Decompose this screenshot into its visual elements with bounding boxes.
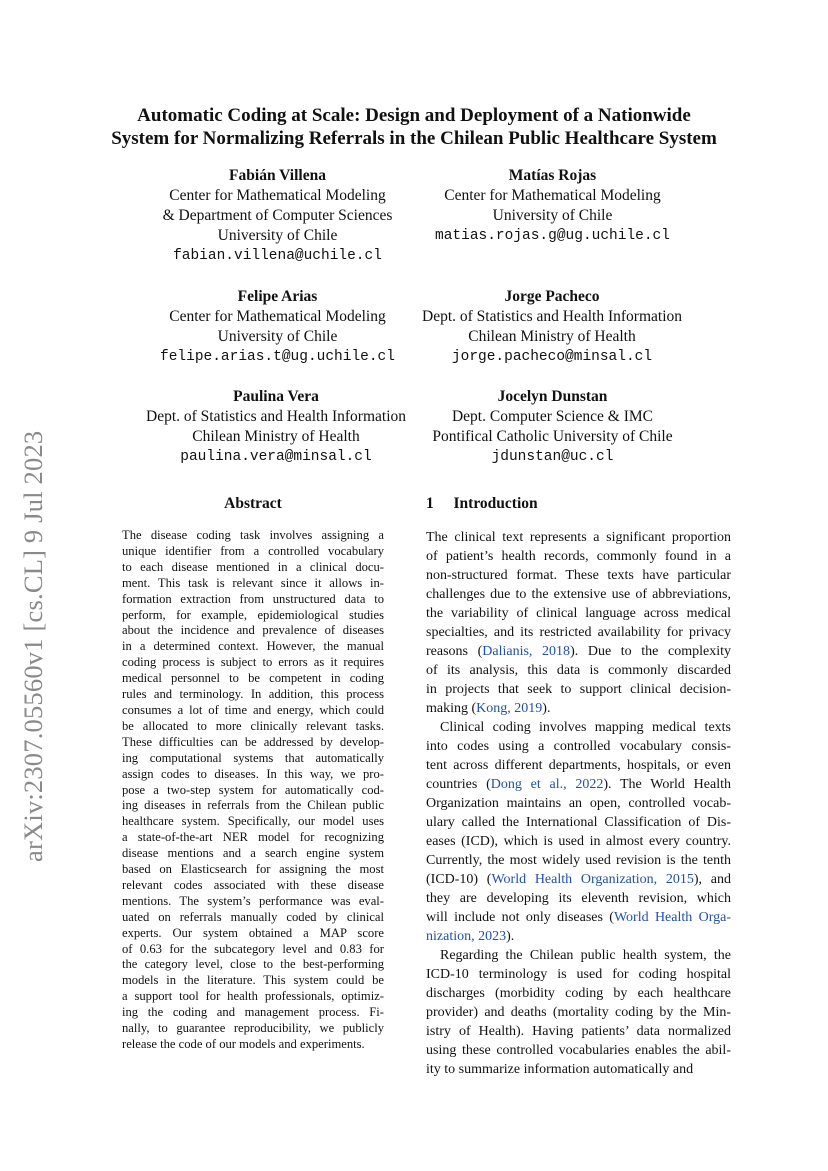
- abstract-line: a state-of-the-art NER model for recognizing: [122, 830, 384, 845]
- author-block: [408, 287, 696, 367]
- intro-line: [426, 775, 731, 794]
- author-affiliation: Chilean Ministry of Health: [192, 428, 360, 445]
- intro-line: [426, 699, 731, 718]
- citation-link[interactable]: Dalianis, 2018: [482, 644, 571, 659]
- intro-line: into codes using a controlled vocabulary consis-: [426, 739, 731, 754]
- author-block: [410, 166, 695, 246]
- author-affiliation: University of Chile: [217, 227, 338, 244]
- abstract-line: mentions. The system’s performance was eval-: [122, 893, 384, 908]
- abstract-line: disease mentions and a search engine system: [122, 846, 384, 861]
- intro-line: the variability of clinical language across medical: [426, 606, 731, 621]
- intro-line: of its analysis, this data is commonly discarded: [426, 663, 731, 678]
- abstract-line: ing diseases in referrals from the Chilean public: [122, 798, 384, 813]
- intro-line: [426, 908, 731, 927]
- author-affiliation: Dept. of Statistics and Health Information: [422, 308, 682, 325]
- author-block: [130, 287, 425, 367]
- abstract-line: unique identifier from a controlled vocabulary: [122, 543, 384, 558]
- author-name: Matías Rojas: [508, 167, 597, 184]
- intro-line: Clinical coding involves mapping medical texts: [440, 720, 731, 735]
- intro-line: Currently, the most widely used revision is the tenth: [426, 853, 731, 868]
- introduction-body: [426, 528, 731, 1079]
- intro-line: eases (ICD), which is used in almost every country.: [426, 834, 731, 849]
- text-segment: making (: [426, 701, 477, 716]
- abstract-line: about the incidence and prevalence of diseases: [122, 623, 384, 638]
- author-affiliation: Center for Mathematical Modeling: [169, 308, 386, 325]
- author-name: Jocelyn Dunstan: [497, 388, 608, 405]
- abstract-line: experts. Our system obtained a MAP score: [122, 925, 384, 940]
- intro-line: [426, 927, 731, 946]
- intro-line: provider) and deaths (mortality coding by the Min-: [426, 1005, 731, 1020]
- author-affiliation: Dept. Computer Science & IMC: [451, 408, 654, 425]
- author-affiliation: Dept. of Statistics and Health Information: [146, 408, 406, 425]
- abstract-line: formation extraction from unstructured data to: [122, 591, 384, 606]
- author-email[interactable]: felipe.arias.t@ug.uchile.cl: [160, 349, 395, 365]
- abstract-line: to each disease mentioned in a clinical docu-: [122, 559, 384, 574]
- text-segment: ). The World Health: [603, 777, 731, 792]
- abstract-body: [122, 528, 384, 1053]
- section-title: Introduction: [453, 495, 538, 512]
- intro-line: of patient’s health records, commonly found in a: [426, 549, 731, 564]
- section-number: 1: [426, 495, 434, 512]
- intro-line: in projects that seek to support clinical decision-: [426, 682, 731, 697]
- title-line-2: System for Normalizing Referrals in the Chilean Public Healthcare System: [111, 128, 717, 149]
- author-email[interactable]: fabian.villena@uchile.cl: [173, 248, 382, 264]
- author-block: [130, 387, 422, 467]
- text-segment: countries (: [426, 777, 491, 792]
- abstract-line: release the code of our models and experiments.: [122, 1037, 365, 1051]
- abstract-heading: Abstract: [224, 495, 282, 512]
- author-affiliation: Pontifical Catholic University of Chile: [432, 428, 673, 445]
- text-segment: ), and: [693, 872, 731, 887]
- intro-line: ity to summarize information automatically and: [426, 1062, 694, 1077]
- author-name: Felipe Arias: [237, 288, 318, 305]
- intro-line: [426, 642, 731, 661]
- abstract-line: healthcare system. Specifically, our model uses: [122, 814, 384, 829]
- abstract-line: ment. This task is relevant since it allows in-: [122, 575, 384, 590]
- abstract-line: rules and terminology. In addition, this process: [122, 687, 384, 702]
- title-line-1: Automatic Coding at Scale: Design and Deployment of a Nationwide: [137, 105, 691, 126]
- author-email[interactable]: paulina.vera@minsal.cl: [180, 449, 372, 465]
- author-email[interactable]: jorge.pacheco@minsal.cl: [451, 349, 653, 365]
- author-block: [410, 387, 695, 467]
- text-segment: (ICD-10) (: [426, 872, 492, 887]
- abstract-line: a support tool for health professionals, optimiz-: [122, 989, 384, 1004]
- abstract-line: coding process is subject to errors as it requires: [122, 655, 384, 670]
- abstract-line: pose a two-step system for automatically cod-: [122, 782, 384, 797]
- intro-line: challenges due to the extensive use of abbreviations,: [426, 587, 731, 602]
- text-segment: will include not only diseases (: [426, 910, 614, 925]
- abstract-line: relevant codes associated with these disease: [122, 877, 384, 892]
- text-segment: ). Due to the complexity: [570, 644, 732, 659]
- citation-link[interactable]: nization, 2023: [426, 929, 507, 944]
- abstract-line: medical personnel to be competent in coding: [122, 671, 384, 686]
- author-email[interactable]: jdunstan@uc.cl: [491, 449, 614, 465]
- intro-line: [426, 870, 731, 889]
- intro-line: Regarding the Chilean public health system, the: [440, 948, 731, 963]
- author-affiliation: University of Chile: [217, 328, 338, 345]
- citation-link[interactable]: World Health Organization, 2015: [491, 872, 694, 887]
- text-segment: reasons (: [426, 644, 483, 659]
- intro-line: non-structured format. These texts have particular: [426, 568, 731, 583]
- intro-line: they are developing its eleventh revision, which: [426, 891, 731, 906]
- author-name: Jorge Pacheco: [504, 288, 600, 305]
- citation-link[interactable]: Kong, 2019: [476, 701, 543, 716]
- abstract-line: ing computational systems that automatically: [122, 750, 384, 765]
- abstract-line: of 0.63 for the subcategory level and 0.83 for: [122, 941, 384, 956]
- abstract-line: The disease coding task involves assigning a: [122, 528, 384, 542]
- abstract-line: the category level, close to the best-performing: [122, 957, 384, 972]
- author-name: Paulina Vera: [233, 388, 319, 405]
- abstract-line: uated on referrals manually coded by clinical: [122, 909, 384, 924]
- author-affiliation: Chilean Ministry of Health: [468, 328, 636, 345]
- text-segment: ).: [542, 701, 551, 716]
- intro-line: istry of Health). Having patients’ data normalized: [426, 1024, 731, 1039]
- author-affiliation: Center for Mathematical Modeling: [169, 187, 386, 204]
- abstract-line: models in the literature. This system could be: [122, 973, 384, 988]
- abstract-line: consumes a lot of time and energy, which could: [122, 702, 384, 717]
- intro-line: ulary called the International Classification of Dis-: [426, 815, 731, 830]
- paper-title: [70, 104, 758, 150]
- intro-line: The clinical text represents a significant proportion: [426, 530, 731, 545]
- author-affiliation: & Department of Computer Sciences: [162, 207, 393, 224]
- intro-line: specialties, and its restricted availability for privacy: [426, 625, 731, 640]
- citation-link[interactable]: Dong et al., 2022: [490, 777, 604, 792]
- author-block: [150, 166, 405, 266]
- intro-line: discharges (morbidity coding by each healthcare: [426, 986, 731, 1001]
- abstract-line: ing the coding and management process. Fi-: [122, 1005, 384, 1020]
- abstract-line: nally, to guarantee reproducibility, we publicly: [122, 1021, 384, 1036]
- intro-line: ICD-10 terminology is used for coding hospital: [426, 967, 731, 982]
- author-name: Fabián Villena: [229, 167, 326, 184]
- author-email[interactable]: matias.rojas.g@ug.uchile.cl: [435, 228, 670, 244]
- abstract-line: in a determined context. However, the manual: [122, 639, 384, 654]
- arxiv-side-stamp: arXiv:2307.05560v1 [cs.CL] 9 Jul 2023: [18, 430, 48, 862]
- abstract-line: These difficulties can be addressed by develop-: [122, 734, 384, 749]
- abstract-line: based on Elasticsearch for assigning the most: [122, 862, 384, 877]
- intro-line: tent across different departments, hospitals, or even: [426, 758, 731, 773]
- text-segment: ).: [506, 929, 515, 944]
- author-affiliation: University of Chile: [492, 207, 613, 224]
- abstract-line: assign codes to diseases. In this way, we pro-: [122, 766, 384, 781]
- intro-line: Organization maintains an open, controlled vocab-: [426, 796, 731, 811]
- intro-line: using these controlled vocabularies enables the abil-: [426, 1043, 731, 1058]
- citation-link[interactable]: World Health Orga-: [613, 910, 731, 925]
- abstract-line: perform, for example, epidemiological studies: [122, 607, 384, 622]
- introduction-heading: [426, 494, 731, 514]
- abstract-line: be allocated to more clinically relevant tasks.: [122, 718, 384, 733]
- author-affiliation: Center for Mathematical Modeling: [444, 187, 661, 204]
